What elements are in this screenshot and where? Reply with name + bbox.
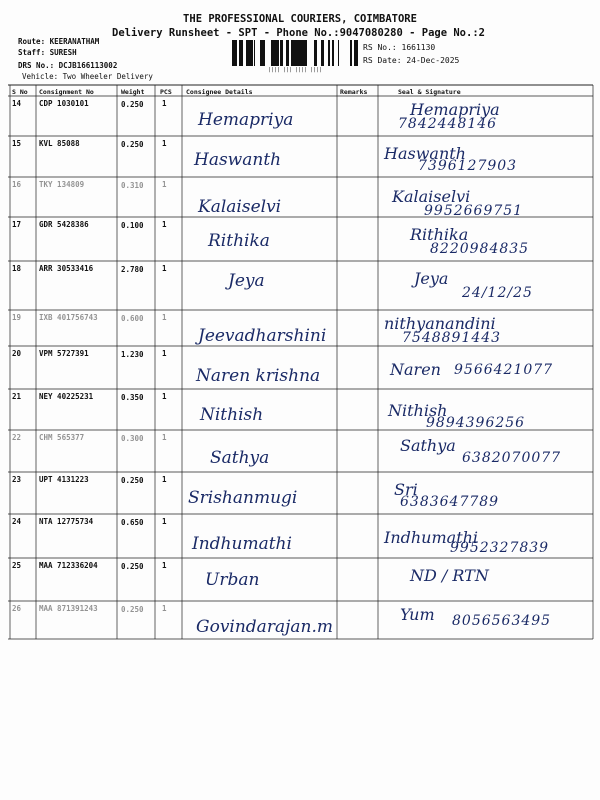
runsheet-title: Delivery Runsheet - SPT - Phone No.:9047080280 - Page No.:2 [112, 27, 485, 39]
row-consignment-no: UPT 4131223 [39, 475, 89, 484]
col-header-signature: Seal & Signature [398, 88, 461, 96]
row-sno: 25 [12, 561, 22, 570]
row-sno: 21 [12, 392, 22, 401]
row-consignment-no: MAA 871391243 [39, 604, 98, 613]
signature-phone-handwritten: 7396127903 [418, 158, 518, 174]
row-sno: 15 [12, 139, 22, 148]
consignee-name-handwritten: Urban [205, 570, 260, 590]
col-header-remarks: Remarks [340, 88, 368, 96]
signature-handwritten: Yum [400, 605, 435, 624]
row-pcs: 1 [162, 220, 167, 229]
row-pcs: 1 [162, 264, 167, 273]
col-header-pcs: PCS [160, 88, 172, 96]
signature-phone-handwritten: 8056563495 [452, 613, 552, 629]
consignee-name-handwritten: Jeevadharshini [198, 326, 327, 346]
signature-phone-handwritten: 7842448146 [398, 116, 498, 132]
row-weight: 0.650 [121, 518, 144, 527]
row-pcs: 1 [162, 561, 167, 570]
col-header-weight: Weight [121, 88, 145, 96]
signature-phone-handwritten: 8220984835 [430, 241, 530, 257]
signature-phone-handwritten: 9952669751 [424, 203, 524, 219]
consignee-name-handwritten: Nithish [200, 405, 264, 425]
row-weight: 0.250 [121, 476, 144, 485]
signature-handwritten: Sathya [400, 436, 456, 455]
signature-handwritten: Kalaiselvi [392, 187, 471, 206]
row-pcs: 1 [162, 99, 167, 108]
row-consignment-no: CDP 1030101 [39, 99, 89, 108]
consignee-name-handwritten: Kalaiselvi [198, 197, 282, 217]
row-sno: 14 [12, 99, 22, 108]
signature-phone-handwritten: 7548891443 [402, 330, 502, 346]
row-weight: 0.250 [121, 562, 144, 571]
row-consignment-no: NTA 12775734 [39, 517, 94, 526]
consignee-name-handwritten: Srishanmugi [188, 488, 298, 508]
row-pcs: 1 [162, 349, 167, 358]
row-pcs: 1 [162, 392, 167, 401]
row-consignment-no: ARR 30533416 [39, 264, 94, 273]
signature-handwritten: nithyanandini [384, 314, 496, 333]
row-sno: 23 [12, 475, 22, 484]
row-weight: 0.300 [121, 434, 144, 443]
row-consignment-no: TKY 134809 [39, 180, 85, 189]
row-pcs: 1 [162, 517, 167, 526]
signature-handwritten: Nithish [388, 401, 448, 420]
signature-phone-handwritten: 9952327839 [450, 540, 550, 556]
route-label: Route: KEERANATHAM [18, 37, 100, 46]
row-weight: 0.600 [121, 314, 144, 323]
row-sno: 18 [12, 264, 22, 273]
row-sno: 17 [12, 220, 22, 229]
signature-phone-handwritten: 6383647789 [400, 494, 500, 510]
rs-number: RS No.: 1661130 [363, 43, 436, 52]
consignee-name-handwritten: Hemapriya [198, 110, 294, 130]
row-weight: 1.230 [121, 350, 144, 359]
staff-label: Staff: SURESH [18, 48, 77, 57]
signature-handwritten: Rithika [410, 225, 469, 244]
row-sno: 16 [12, 180, 22, 189]
row-sno: 26 [12, 604, 22, 613]
row-pcs: 1 [162, 180, 167, 189]
row-weight: 2.780 [121, 265, 144, 274]
consignee-name-handwritten: Haswanth [194, 150, 282, 170]
consignee-name-handwritten: Jeya [228, 271, 265, 291]
row-pcs: 1 [162, 604, 167, 613]
signature-handwritten: ND / RTN [410, 566, 489, 585]
consignee-name-handwritten: Sathya [210, 448, 270, 468]
col-header-consignee: Consignee Details [186, 88, 253, 96]
row-consignment-no: IXB 401756743 [39, 313, 98, 322]
row-consignment-no: NEY 40225231 [39, 392, 94, 401]
consignee-name-handwritten: Naren krishna [196, 366, 321, 386]
row-consignment-no: GDR 5428386 [39, 220, 89, 229]
row-weight: 0.350 [121, 393, 144, 402]
company-title: THE PROFESSIONAL COURIERS, COIMBATORE [183, 13, 417, 25]
row-weight: 0.250 [121, 100, 144, 109]
signature-phone-handwritten: 6382070077 [462, 450, 562, 466]
row-weight: 0.250 [121, 605, 144, 614]
signature-handwritten: Jeya [414, 269, 449, 288]
row-consignment-no: VPM 5727391 [39, 349, 89, 358]
signature-handwritten: Naren [390, 360, 441, 379]
row-sno: 24 [12, 517, 22, 526]
row-sno: 19 [12, 313, 22, 322]
row-consignment-no: KVL 85088 [39, 139, 80, 148]
row-pcs: 1 [162, 475, 167, 484]
row-weight: 0.310 [121, 181, 144, 190]
row-weight: 0.250 [121, 140, 144, 149]
vehicle-label: Vehicle: Two Wheeler Delivery [22, 72, 153, 81]
barcode-caption: |||| ||| |||| |||| [267, 67, 323, 73]
signature-handwritten: Indhumathi [384, 528, 479, 547]
row-pcs: 1 [162, 313, 167, 322]
row-sno: 22 [12, 433, 22, 442]
row-pcs: 1 [162, 139, 167, 148]
rs-date: RS Date: 24-Dec-2025 [363, 56, 460, 65]
row-weight: 0.100 [121, 221, 144, 230]
row-consignment-no: MAA 712336204 [39, 561, 98, 570]
signature-phone-handwritten: 9566421077 [454, 362, 554, 378]
col-header-sno: S No [12, 88, 28, 96]
col-header-consignment: Consignment No [39, 88, 94, 96]
signature-handwritten: Haswanth [384, 144, 466, 163]
consignee-name-handwritten: Rithika [208, 231, 270, 251]
signature-handwritten: Hemapriya [410, 100, 500, 119]
consignee-name-handwritten: Govindarajan.m [196, 617, 333, 637]
drs-number: DRS No.: DCJB166113002 [18, 61, 118, 70]
row-sno: 20 [12, 349, 22, 358]
signature-phone-handwritten: 9894396256 [426, 415, 526, 431]
signature-handwritten: Sri [394, 480, 418, 499]
signature-phone-handwritten: 24/12/25 [462, 285, 533, 301]
consignee-name-handwritten: Indhumathi [192, 534, 292, 554]
row-consignment-no: CHM 565377 [39, 433, 85, 442]
row-pcs: 1 [162, 433, 167, 442]
